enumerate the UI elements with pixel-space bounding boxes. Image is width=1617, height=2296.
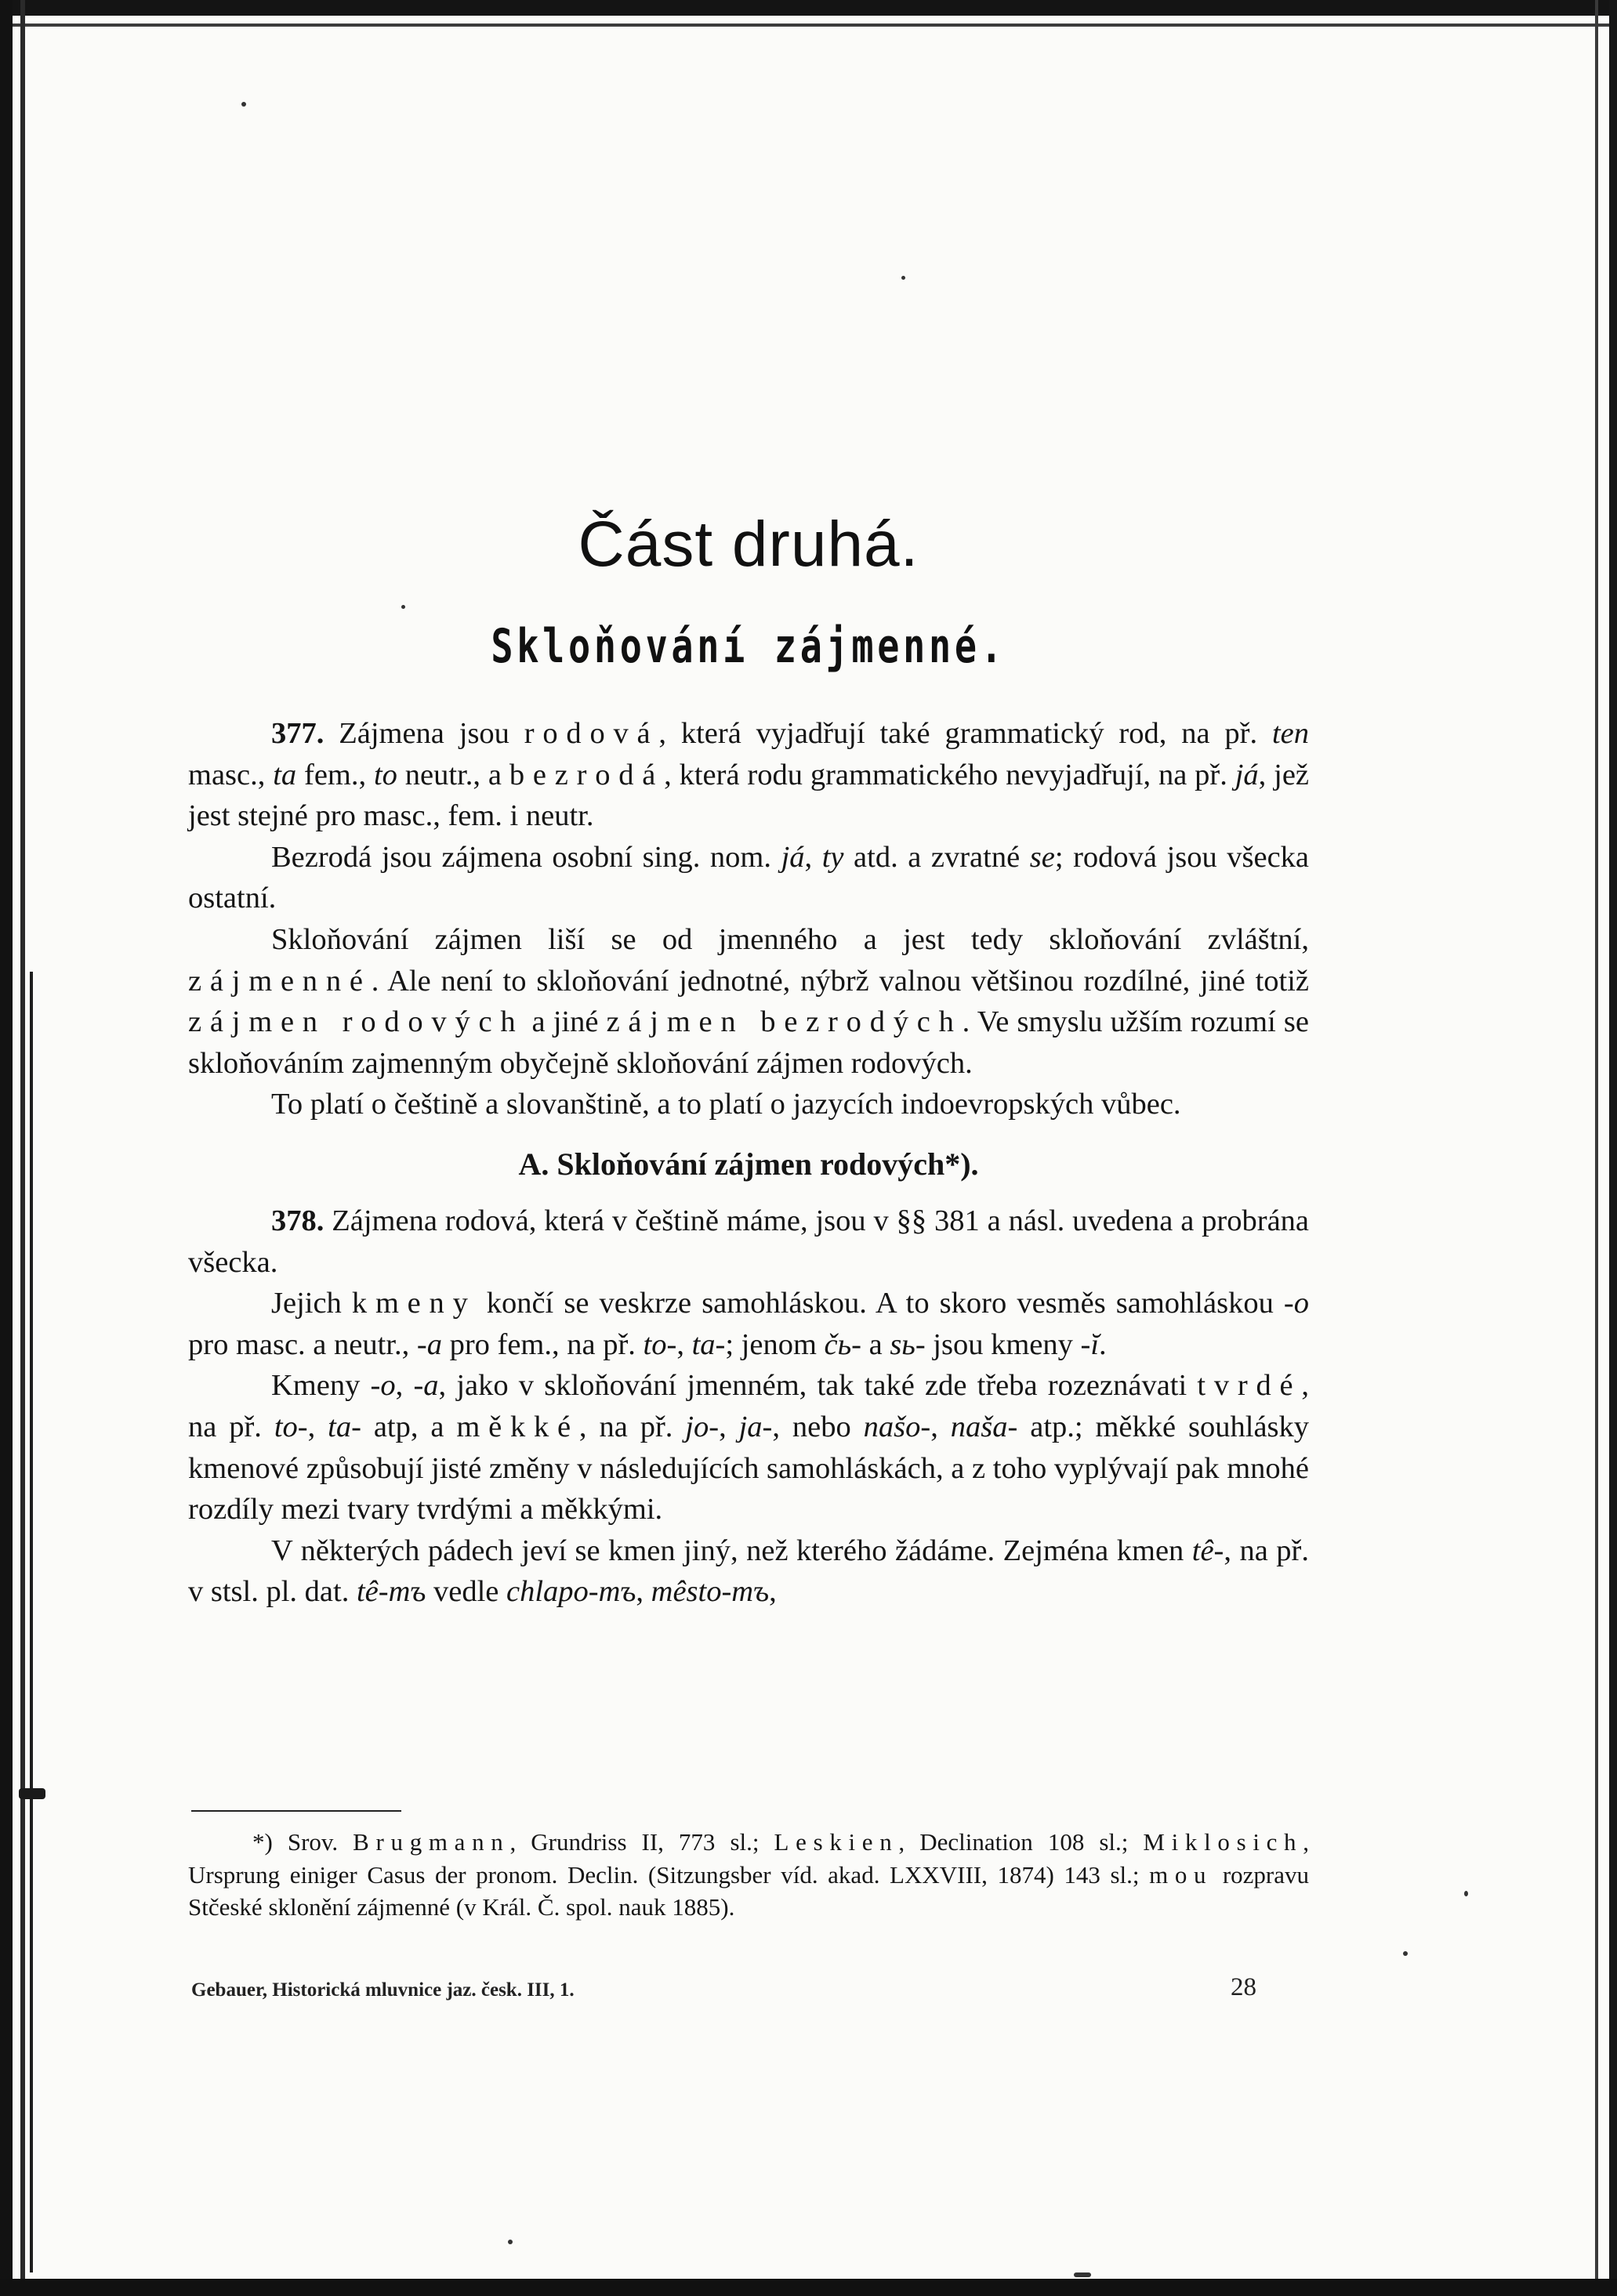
text-run: masc., [188,758,274,791]
paragraph-kmeny-o-a [188,1365,1309,1530]
signature-line: Gebauer, Historická mluvnice jaz. česk. III, 1. [191,1979,575,2001]
italic-term: chlapo-mъ [506,1575,636,1609]
italic-term: tê- [1191,1534,1224,1567]
text-run: ; jenom [725,1327,825,1361]
paragraph-plati: To platí o češtině a slovanštině, a to platí o jazycích indoevropských vůbec. [271,1088,1181,1121]
part-title: Část druhá. [578,509,919,580]
text-run: *) Srov. [252,1828,353,1856]
italic-term: ten [1271,717,1309,750]
italic-term: to- [643,1327,677,1361]
text-run: , [676,1327,692,1361]
text-run: , [719,1410,739,1443]
italic-term: -a [413,1369,439,1403]
spaced-term: tvrdé [1197,1369,1302,1403]
text-run: , na př. [578,1410,686,1443]
dust-speck [901,276,905,280]
scan-border-bottom [0,2279,1617,2296]
italic-term: to [373,758,397,791]
paragraph-number: 378. [271,1204,324,1237]
text-run: . [1099,1327,1107,1361]
scan-border-left [0,0,13,2296]
footnote-text [188,1826,1309,1924]
spaced-term: rodová [524,717,659,750]
italic-term: tê-mъ [356,1575,426,1609]
spaced-term: mou [1149,1860,1213,1889]
scan-border-top [0,0,1617,16]
text-run: Skloňování zájmen liší se od jmenného a jest tedy skloňování zvláštní, [271,922,1309,956]
scan-border-right [1609,0,1617,2296]
spaced-term: Brugmann [353,1828,510,1856]
text-run: , jež jest stejné pro masc., fem. i neutr. [188,758,1310,833]
paragraph-sklonovani [188,919,1309,1084]
italic-term: jo- [685,1410,720,1443]
spaced-term: Leskien [774,1828,899,1856]
italic-term: ty [821,840,844,874]
text-run: , která vyjadřují také grammatický rod, na př. [658,717,1272,750]
italic-term: se [1029,840,1055,874]
spaced-term: měkké [456,1410,579,1443]
text-run: V některých pádech jeví se kmen jiný, než kterého žádáme. Zejména kmen [271,1534,1192,1567]
text-run: , [804,840,822,874]
subheading: A. Skloňování zájmen rodových*). [518,1146,979,1182]
italic-term: čь- [824,1327,861,1361]
text-run: , [769,1575,777,1609]
text-run: pro masc. a neutr., [188,1327,417,1361]
paragraph-number: 377. [271,717,324,750]
text-run: atp.; měkké souhlásky kmenové způsobují jisté změny v následujících samohláskách, a z toho vyplývají pak mnohé rozdíly mezi tvary tvrdými a měkkými. [188,1410,1310,1526]
italic-term: ja- [738,1410,773,1443]
italic-term: -o [370,1369,396,1403]
text-run: končí se veskrze samohláskou. A to skoro vesměs samohláskou [476,1287,1284,1320]
text-run: Zájmena rodová, která v češtině máme, jsou v §§ 381 a násl. uvedena a probrána všecka. [188,1204,1309,1279]
text-run: , Declination 108 sl.; [898,1828,1144,1856]
spaced-term: zájmen rodových [188,1005,524,1039]
dust-speck [401,605,405,609]
italic-term: ta- [328,1410,361,1443]
scan-border-top-inner [0,24,1617,27]
binding-shadow [30,972,33,2272]
dust-speck [19,1788,45,1799]
italic-term: to- [274,1410,308,1443]
italic-term: sь- [890,1327,926,1361]
text-run: Bezrodá jsou zájmena osobní sing. nom. [271,840,781,874]
text-run: , [636,1575,651,1609]
section-title: Skloňování zájmenné. [491,619,1006,674]
paragraph-kmeny [188,1283,1309,1365]
text-run: , Ursprung einiger Casus der pronom. Declin. (Sitzungsber víd. akad. LXXVIII, 1874) 143 sl.; [188,1828,1309,1889]
italic-term: naša- [950,1410,1018,1443]
text-run: atd. a zvratné [843,840,1030,874]
text-run: , [930,1410,951,1443]
text-run: , která rodu grammatického nevyjadřují, na př. [664,758,1235,791]
paragraph-377 [188,713,1309,837]
text-run: neutr., a [397,758,509,791]
text-run: rozpravu Stčeské sklonění zájmenné (v Král. Č. spol. nauk 1885). [188,1860,1309,1921]
spaced-term: Miklosich [1143,1828,1303,1856]
text-run: , na př. v stsl. pl. dat. [188,1534,1309,1609]
scan-border-right-inner [1595,0,1598,2296]
text-run: , [307,1410,328,1443]
italic-term: -o [1283,1287,1309,1320]
text-run: , na př. [188,1369,1310,1443]
italic-term: já [781,840,805,874]
italic-term: mêsto-mъ [651,1575,770,1609]
scan-border-left-inner [20,0,25,2296]
italic-term: ta- [691,1327,726,1361]
dust-speck [1403,1951,1408,1956]
text-run: a [861,1327,890,1361]
footnote-rule [191,1810,401,1812]
text-run: , Grundriss II, 773 sl.; [509,1828,774,1856]
italic-term: našo- [863,1410,931,1443]
footnote [188,1826,1309,1924]
text-run: . Ale není to skloňování jednotné, nýbrž valnou většinou rozdílné, jiné totiž [371,964,1309,998]
page-number: 28 [1231,1973,1256,2001]
italic-term: ta [273,758,297,791]
text-run: a jiné [524,1005,607,1039]
text-run: vedle [426,1575,506,1609]
dust-speck [1464,1891,1468,1896]
text-run: , nebo [772,1410,864,1443]
text-run: pro fem., na př. [441,1327,644,1361]
text-run: , jako v skloňování jmenném, tak také zde třeba rozeznávati [438,1369,1198,1403]
text-run: . Ve smyslu užším rozumí se skloňováním zajmenným obyčejně skloňování zájmen rodových. [188,1005,1309,1080]
text-run: Kmeny [271,1369,371,1403]
text-run: Jejich [271,1287,352,1320]
body-text [188,713,1309,1613]
text-run: ; rodová jsou všecka ostatní. [188,840,1310,915]
spaced-term: kmeny [351,1287,477,1320]
spaced-term: zájmen bezrodých [606,1005,963,1039]
text-run: Zájmena jsou [324,717,524,750]
italic-term: -a [416,1327,442,1361]
dust-speck [508,2240,513,2244]
spaced-term: bezrodá [509,758,665,791]
text-run: jsou kmeny [925,1327,1081,1361]
paragraph-bezroda [188,837,1309,919]
paragraph-nekterych [188,1530,1309,1613]
paragraph-378 [188,1201,1309,1283]
dust-speck [1074,2272,1091,2277]
italic-term: já [1235,758,1259,791]
text-run: fem., [296,758,374,791]
text-run: atp, a [361,1410,457,1443]
spaced-term: zájmenné [188,964,372,998]
italic-term: -ĭ [1080,1327,1100,1361]
text-run: , [395,1369,414,1403]
dust-speck [241,102,246,107]
